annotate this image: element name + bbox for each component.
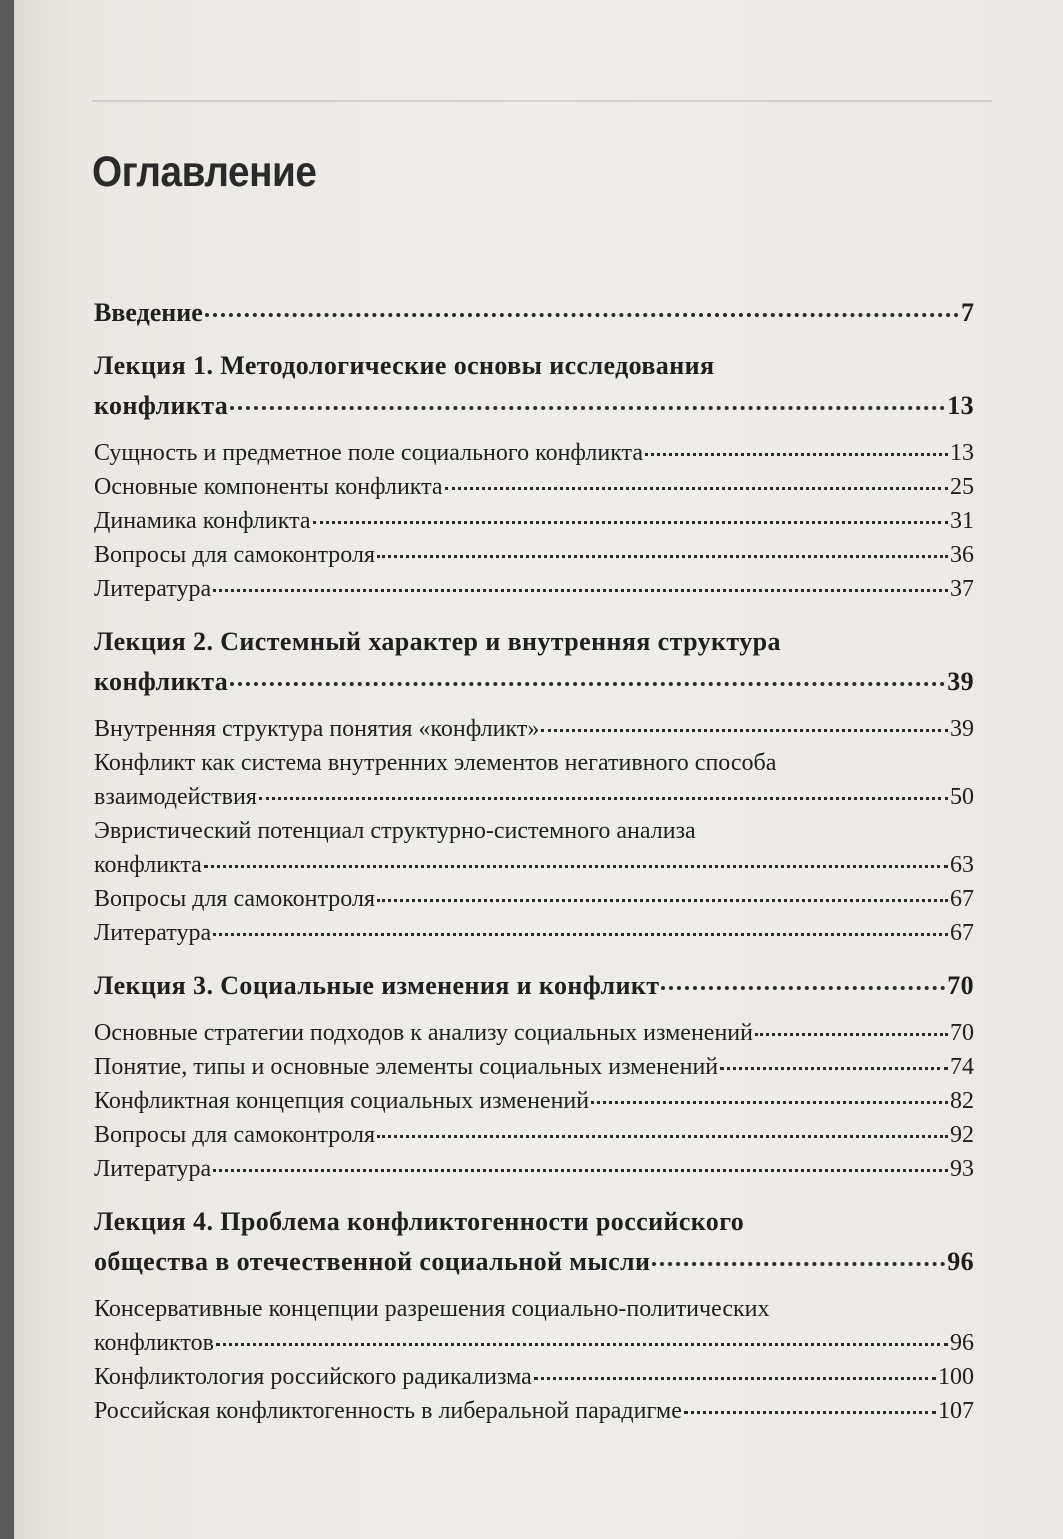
dot-leader: [755, 1032, 948, 1036]
page-number: 67: [950, 920, 974, 946]
toc-entry-title: конфликта: [94, 667, 229, 696]
dot-leader: [684, 1410, 936, 1414]
bleed-through-header: [92, 40, 992, 102]
toc-entry-title: Консервативные концепции разрешения социально-политических: [94, 1296, 770, 1322]
toc-entry-title: Российская конфликтогенность в либеральной парадигме: [94, 1398, 682, 1424]
toc-entry-title: Основные стратегии подходов к анализу социальных изменений: [94, 1020, 753, 1046]
toc-entry-line: [94, 386, 974, 426]
page-number: 37: [950, 576, 974, 602]
dot-leader: [213, 932, 948, 936]
toc-entry-title: Вопросы для самоконтроля: [94, 542, 376, 568]
toc-entry-title: конфликта: [94, 391, 229, 420]
page-number: 67: [950, 886, 974, 912]
toc-entry-line: [94, 346, 974, 386]
toc-entry-line: [94, 436, 974, 470]
toc-entry: [94, 916, 974, 950]
toc-entry: [94, 882, 974, 916]
dot-leader: [230, 405, 945, 410]
toc-entry: [94, 470, 974, 504]
toc-entry-line: [94, 1084, 974, 1118]
dot-leader: [652, 1261, 945, 1266]
page-number: 13: [947, 391, 974, 420]
dot-leader: [591, 1100, 948, 1104]
page-number: 63: [950, 852, 974, 878]
toc-entry-title: Вопросы для самоконтроля: [94, 1122, 376, 1148]
toc-lecture-entry: [94, 346, 974, 426]
toc-entry-line: [94, 1394, 974, 1428]
dot-leader: [259, 796, 948, 800]
toc-entry-line: [94, 882, 974, 916]
dot-leader: [541, 728, 948, 732]
toc-entry-line: [94, 746, 974, 780]
toc-entry-title: Лекция 4. Проблема конфликтогенности российского: [94, 1207, 745, 1236]
toc-intro-entry: [94, 296, 974, 330]
toc-entry-title: Введение: [94, 298, 203, 327]
page-number: 82: [950, 1088, 974, 1114]
page-number: 31: [950, 508, 974, 534]
dot-leader: [230, 681, 945, 686]
toc-entry-title: Сущность и предметное поле социального конфликта: [94, 440, 643, 466]
toc-entry: [94, 1084, 974, 1118]
page-number: 39: [947, 667, 974, 696]
page-number: 39: [950, 716, 974, 742]
page-number: 93: [950, 1156, 974, 1182]
toc-entry: [94, 1360, 974, 1394]
toc-entry-title: Литература: [94, 920, 212, 946]
toc-entry-title: Лекция 2. Системный характер и внутренняя структура: [94, 627, 781, 656]
toc-entry: [94, 1016, 974, 1050]
toc-entry-line: [94, 1292, 974, 1326]
toc-entry-title: конфликта: [94, 852, 202, 878]
toc-entry-line: [94, 572, 974, 606]
toc-entry-title: Лекция 3. Социальные изменения и конфликт: [94, 971, 660, 1000]
toc-entry-title: общества в отечественной социальной мысли: [94, 1247, 651, 1276]
dot-leader: [377, 1134, 948, 1138]
dot-leader: [205, 312, 959, 317]
toc-entry: [94, 436, 974, 470]
section-gap: [94, 606, 974, 622]
toc-entry-title: Вопросы для самоконтроля: [94, 886, 376, 912]
page-number: 50: [950, 784, 974, 810]
page-number: 7: [961, 298, 974, 327]
toc-entry-line: [94, 538, 974, 572]
toc-entry-line: [94, 296, 974, 330]
toc-entry-line: [94, 504, 974, 538]
toc-entry: [94, 1394, 974, 1428]
toc-entry-line: [94, 1326, 974, 1360]
toc-entry-line: [94, 780, 974, 814]
toc-lecture-entry: [94, 966, 974, 1006]
toc-entry-title: Внутренняя структура понятия «конфликт»: [94, 716, 540, 742]
toc-entry-title: Литература: [94, 1156, 212, 1182]
section-gap: [94, 330, 974, 346]
toc-lecture-entry: [94, 622, 974, 702]
toc-entry-title: Динамика конфликта: [94, 508, 311, 534]
section-gap: [94, 1006, 974, 1016]
page-number: 70: [947, 971, 974, 1000]
toc-entry-line: [94, 966, 974, 1006]
toc-entry-line: [94, 848, 974, 882]
toc-entry-line: [94, 622, 974, 662]
page-number: 100: [938, 1364, 974, 1390]
section-gap: [94, 426, 974, 436]
page-number: 74: [950, 1054, 974, 1080]
dot-leader: [661, 985, 945, 990]
toc-entry-title: Конфликтная концепция социальных изменений: [94, 1088, 590, 1114]
toc-entry-title: Конфликтология российского радикализма: [94, 1364, 532, 1390]
toc-entry-title: Лекция 1. Методологические основы исследования: [94, 351, 715, 380]
toc-entry-title: взаимодействия: [94, 784, 257, 810]
toc-entry: [94, 504, 974, 538]
toc-entry-title: Основные компоненты конфликта: [94, 474, 443, 500]
toc-entry: [94, 1292, 974, 1360]
section-gap: [94, 702, 974, 712]
toc-entry-line: [94, 1118, 974, 1152]
dot-leader: [313, 520, 948, 524]
page-title: Оглавление: [92, 148, 317, 196]
toc-entry-line: [94, 814, 974, 848]
toc-entry-line: [94, 1016, 974, 1050]
toc-entry: [94, 572, 974, 606]
dot-leader: [216, 1342, 948, 1346]
section-gap: [94, 1186, 974, 1202]
dot-leader: [377, 898, 948, 902]
toc-entry-title: Понятие, типы и основные элементы социальных изменений: [94, 1054, 719, 1080]
toc-entry-title: Конфликт как система внутренних элементов негативного способа: [94, 750, 777, 776]
toc-entry: [94, 1152, 974, 1186]
toc-entry-line: [94, 470, 974, 504]
toc-entry-line: [94, 1202, 974, 1242]
toc-entry-line: [94, 1152, 974, 1186]
page-number: 36: [950, 542, 974, 568]
page-number: 92: [950, 1122, 974, 1148]
dot-leader: [213, 1168, 948, 1172]
dot-leader: [534, 1376, 936, 1380]
dot-leader: [377, 554, 948, 558]
dot-leader: [213, 588, 948, 592]
page-number: 70: [950, 1020, 974, 1046]
toc-lecture-entry: [94, 1202, 974, 1282]
toc-entry: [94, 538, 974, 572]
toc-entry: [94, 1118, 974, 1152]
toc-entry-line: [94, 1050, 974, 1084]
section-gap: [94, 1282, 974, 1292]
page-number: 96: [947, 1247, 974, 1276]
toc-entry-line: [94, 1360, 974, 1394]
toc-entry-title: Литература: [94, 576, 212, 602]
toc-entry: [94, 1050, 974, 1084]
page-number: 96: [950, 1330, 974, 1356]
toc-entry: [94, 746, 974, 814]
dot-leader: [720, 1066, 948, 1070]
toc-entry: [94, 712, 974, 746]
dot-leader: [445, 486, 948, 490]
table-of-contents: [94, 296, 974, 1428]
book-page: [14, 0, 1063, 1539]
toc-entry-line: [94, 662, 974, 702]
section-gap: [94, 950, 974, 966]
toc-entry-title: конфликтов: [94, 1330, 214, 1356]
dot-leader: [645, 452, 948, 456]
toc-entry-title: Эвристический потенциал структурно-системного анализа: [94, 818, 696, 844]
page-number: 107: [938, 1398, 974, 1424]
page-number: 13: [950, 440, 974, 466]
dot-leader: [204, 864, 948, 868]
toc-entry-line: [94, 712, 974, 746]
page-number: 25: [950, 474, 974, 500]
toc-entry-line: [94, 916, 974, 950]
toc-entry: [94, 814, 974, 882]
toc-entry-line: [94, 1242, 974, 1282]
